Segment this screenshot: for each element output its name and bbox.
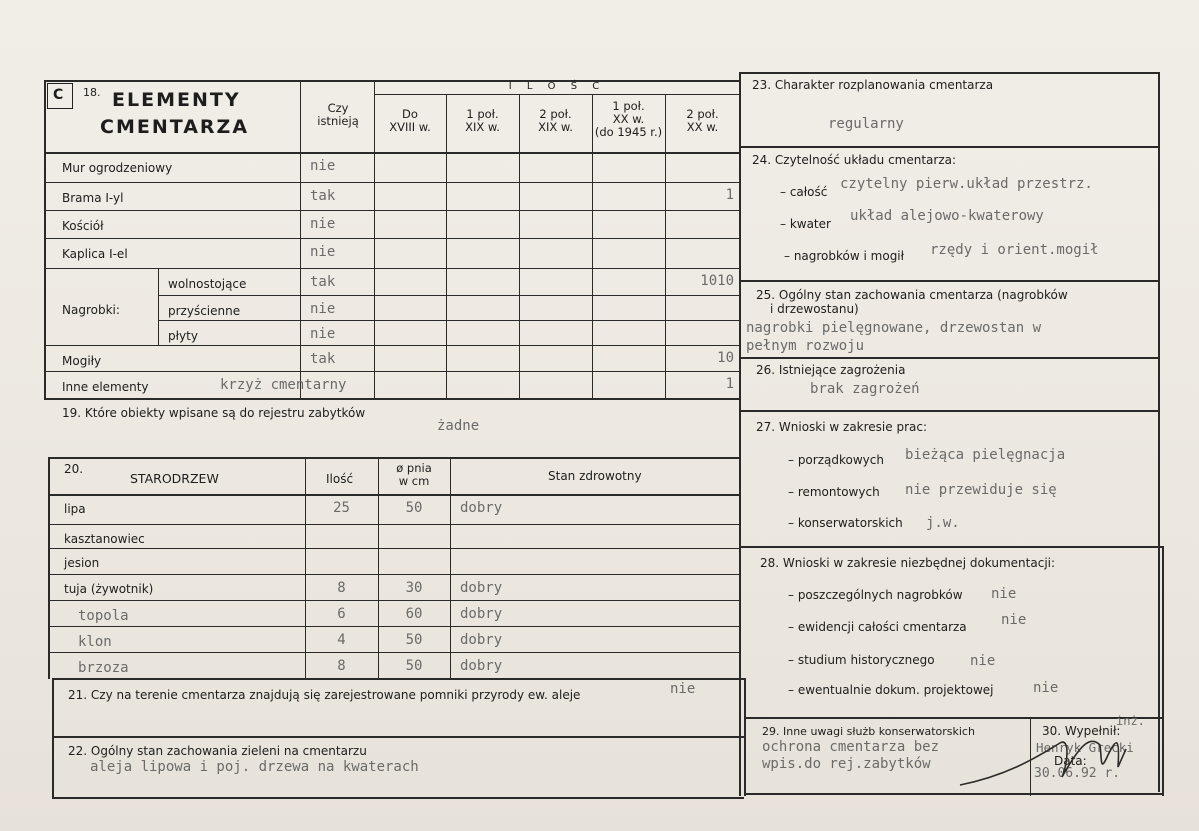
q27-item-2-value: j.w. (926, 515, 960, 531)
tree-pien-6: 50 (405, 658, 423, 674)
tree-pien-0: 50 (405, 500, 423, 516)
element-label-3: Kaplica I-el (62, 247, 128, 261)
q23-label: 23. Charakter rozplanowania cmentarza (752, 78, 994, 92)
element-label-2: Kościół (62, 219, 104, 233)
q29-value-line1: ochrona cmentarza bez (762, 739, 940, 755)
element-count-7: 10 (717, 350, 734, 366)
tree-pien-5: 50 (405, 632, 423, 648)
period-header-4: 2 poł. XX w. (686, 107, 719, 134)
tree-ilosc-0: 25 (333, 500, 350, 516)
tree-stan-6: dobry (460, 658, 503, 674)
tree-name-5: klon (78, 634, 112, 650)
nagrobki-label: Nagrobki: (62, 303, 120, 317)
q25-value-line1: nagrobki pielęgnowane, drzewostan w (746, 320, 1042, 336)
q24-item-2-value: rzędy i orient.mogił (930, 242, 1099, 258)
q27-item-2-label: – konserwatorskich (788, 516, 903, 530)
tree-name-0: lipa (64, 502, 86, 516)
q20-title: STARODRZEW (130, 471, 219, 486)
tree-name-6: brzoza (78, 660, 129, 676)
q28-label: 28. Wnioski w zakresie niezbędnej dokumentacji: (760, 556, 1056, 570)
element-exists-6: nie (310, 326, 336, 342)
element-label-5: przyścienne (168, 304, 241, 318)
section-letter: C (53, 87, 64, 103)
element-label-1: Brama I-yl (62, 191, 124, 205)
q20-col-ilosc: Ilość (326, 472, 354, 486)
tree-name-2: jesion (64, 556, 100, 570)
q26-value: brak zagrożeń (810, 381, 920, 397)
q25-label-line1: 25. Ogólny stan zachowania cmentarza (nagrobków (756, 288, 1068, 302)
q28-item-2-value: nie (970, 653, 996, 669)
tree-pien-4: 60 (405, 606, 423, 622)
tree-stan-0: dobry (460, 500, 503, 516)
q19-label: 19. Które obiekty wpisane są do rejestru zabytków (62, 406, 366, 420)
tree-ilosc-4: 6 (337, 606, 346, 622)
q24-item-1-label: – kwater (780, 217, 831, 231)
q28-item-0-value: nie (991, 586, 1017, 602)
q24-item-0-label: – całość (780, 185, 828, 199)
element-exists-0: nie (310, 158, 336, 174)
element-label-8: Inne elementy (62, 380, 149, 394)
q30-label: 30. Wypełnił: (1042, 724, 1121, 738)
tree-stan-5: dobry (460, 632, 503, 648)
ilosc-header: I L O Ś C (508, 81, 606, 92)
q30-name: Henryk Grecki (1036, 740, 1134, 755)
q27-label: 27. Wnioski w zakresie prac: (756, 420, 928, 434)
q27-item-0-label: – porządkowych (788, 453, 884, 467)
signature (950, 715, 1150, 795)
q28-item-3-label: – ewentualnie dokum. projektowej (788, 683, 994, 697)
q25-label-line2: i drzewostanu) (770, 302, 859, 316)
q28-item-1-value: nie (1001, 612, 1027, 628)
element-exists-3: nie (310, 244, 336, 260)
section-title-line1: ELEMENTY (112, 89, 241, 111)
q29-value-line2: wpis.do rej.zabytków (762, 756, 931, 772)
element-exists-2: nie (310, 216, 336, 232)
section-box (47, 83, 73, 109)
tree-name-1: kasztanowiec (64, 532, 145, 546)
q27-item-0-value: bieżąca pielęgnacja (905, 447, 1066, 463)
q29-label: 29. Inne uwagi służb konserwatorskich (762, 725, 975, 738)
element-count-4: 1010 (700, 273, 734, 289)
q21-value: nie (670, 681, 696, 697)
period-header-3: 1 poł. XX w. (do 1945 r.) (594, 99, 663, 139)
q21-label: 21. Czy na terenie cmentarza znajdują się zarejestrowane pomniki przyrody ew. aleje (68, 688, 581, 702)
element-exists-8: krzyż cmentarny (220, 377, 347, 393)
element-label-4: wolnostojące (168, 277, 247, 291)
q24-item-0-value: czytelny pierw.układ przestrz. (840, 176, 1093, 192)
section-number: 18. (83, 86, 101, 99)
q24-label: 24. Czytelność układu cmentarza: (752, 153, 957, 167)
q23-value: regularny (828, 116, 904, 132)
tree-name-4: topola (78, 608, 129, 624)
q30-title: inż. (1116, 714, 1145, 728)
q20-col-pien: ø pnia w cm (396, 461, 432, 488)
q28-item-1-label: – ewidencji całości cmentarza (788, 620, 967, 634)
element-exists-5: nie (310, 301, 336, 317)
tree-ilosc-5: 4 (337, 632, 346, 648)
element-exists-7: tak (310, 351, 336, 367)
element-exists-4: tak (310, 274, 336, 290)
q24-item-2-label: – nagrobków i mogił (784, 249, 905, 263)
tree-ilosc-3: 8 (337, 580, 346, 596)
element-exists-1: tak (310, 188, 336, 204)
q22-label: 22. Ogólny stan zachowania zieleni na cmentarzu (68, 744, 367, 758)
q30-date-label: Data: (1054, 754, 1087, 768)
q28-item-0-label: – poszczególnych nagrobków (788, 588, 963, 602)
element-label-7: Mogiły (62, 354, 102, 368)
element-label-0: Mur ogrodzeniowy (62, 161, 173, 175)
q26-label: 26. Istniejące zagrożenia (756, 363, 906, 377)
q28-item-3-value: nie (1033, 680, 1059, 696)
period-header-1: 1 poł. XIX w. (465, 107, 500, 134)
element-count-1: 1 (725, 187, 734, 203)
tree-name-3: tuja (żywotnik) (64, 582, 154, 596)
tree-stan-3: dobry (460, 580, 503, 596)
q20-num: 20. (64, 462, 84, 476)
q20-col-stan: Stan zdrowotny (548, 469, 642, 483)
tree-pien-3: 30 (405, 580, 423, 596)
col-exists-header: Czy istnieją (317, 101, 359, 128)
q27-item-1-value: nie przewiduje się (905, 482, 1057, 498)
tree-stan-4: dobry (460, 606, 503, 622)
q25-value-line2: pełnym rozwoju (746, 338, 865, 354)
period-header-2: 2 poł. XIX w. (538, 107, 573, 134)
q30-date: 30.06.92 r. (1034, 766, 1121, 781)
element-count-8: 1 (725, 376, 734, 392)
q22-value: aleja lipowa i poj. drzewa na kwaterach (90, 759, 419, 775)
period-header-0: Do XVIII w. (389, 107, 431, 134)
q24-item-1-value: układ alejowo-kwaterowy (850, 208, 1044, 224)
q27-item-1-label: – remontowych (788, 485, 880, 499)
q28-item-2-label: – studium historycznego (788, 653, 935, 667)
section-title-line2: CMENTARZA (100, 116, 250, 138)
tree-ilosc-6: 8 (337, 658, 346, 674)
element-label-6: płyty (168, 329, 198, 343)
q19-value: żadne (437, 418, 480, 434)
